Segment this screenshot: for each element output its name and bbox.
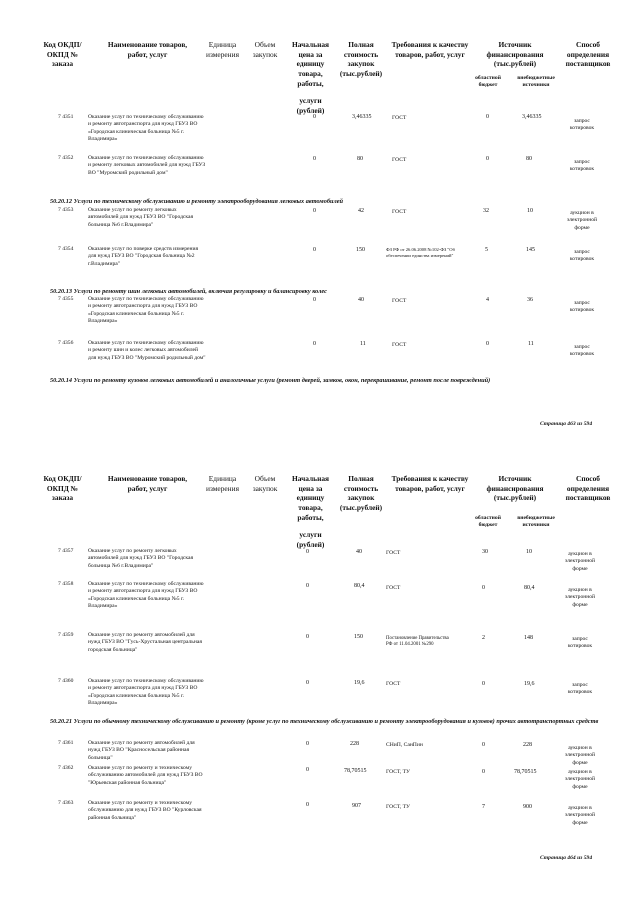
header-code: Код ОКДП/ ОКПД № заказа [43, 474, 82, 503]
order-extra: 900 [523, 804, 532, 810]
order-regional: 0 [486, 341, 489, 347]
order-price: 0 [313, 341, 316, 347]
order-name: Оказание услуг по техническому обслуживанию и ремонту автотранспорта для нужд ГБУЗ ВО «Городская клиническая больница №5 г. Владимира» [88, 114, 204, 142]
order-code: 7 4355 [58, 296, 74, 302]
order-method: аукцион в электронной форме [566, 210, 598, 231]
order-extra: 80 [526, 156, 532, 162]
header-fin-extra: внебюджетные источники [517, 515, 555, 528]
order-extra: 78,70515 [514, 769, 537, 775]
order-name: Оказание услуг по ремонту автомобилей для нужд ГБУЗ ВО "Красносельская районная больница" [88, 740, 195, 761]
order-extra: 148 [524, 635, 533, 641]
order-method: аукцион в электронной форме [564, 587, 596, 608]
section-heading: 50.20.21 Услуги по обычному техническому обслуживанию и ремонту (кроме услуг по техническому обслуживанию и ремонту электрооборудования и кузовов) прочих автотранспортных средств [50, 718, 599, 725]
order-regional: 7 [482, 804, 485, 810]
order-total: 19,6 [354, 680, 365, 686]
order-extra: 145 [526, 247, 535, 253]
header-unit: Единица измерения [205, 40, 239, 59]
order-total: 40 [356, 549, 362, 555]
order-name: Оказание услуг по техническому обслуживанию и ремонту шин и колес легковых автомобилей для нужд ГБУЗ ВО "Муромский родильный дом" [88, 340, 206, 361]
order-name: Оказание услуг по техническому обслуживанию и ремонту автотранспорта для нужд ГБУЗ ВО «Городская клиническая больница №5 г. Владимира» [88, 296, 204, 324]
order-regional: 2 [482, 635, 485, 641]
header-fin: Источник финансирования (тыс.рублей) [486, 474, 544, 503]
order-method: аукцион в электронной форме [564, 745, 596, 766]
order-regional: 0 [482, 769, 485, 775]
order-method: запрос котировок [569, 159, 595, 173]
order-method: аукцион в электронной форме [564, 769, 596, 790]
order-code: 7 4354 [58, 246, 74, 252]
order-req: ГОСТ [386, 550, 401, 556]
order-method: запрос котировок [569, 249, 595, 263]
order-req: ГОСТ [392, 298, 407, 304]
order-extra: 11 [528, 341, 534, 347]
order-code: 7 4358 [58, 581, 74, 587]
order-total: 150 [354, 634, 363, 640]
order-price: 0 [306, 767, 309, 773]
order-code: 7 4361 [58, 740, 74, 746]
order-total: 42 [358, 208, 364, 214]
header-name: Наименование товаров, работ, услуг [107, 40, 188, 59]
header-fin: Источник финансирования (тыс.рублей) [486, 40, 544, 69]
order-code: 7 4352 [58, 155, 74, 161]
order-name: Оказание услуг по техническому обслуживанию и ремонту легковых автомобилей для нужд ГБУЗ ВО "Муромский родильный дом" [88, 155, 206, 176]
section-heading: 50.20.12 Услуги по техническому обслуживанию и ремонту электрооборудования легковых автомобилей [50, 198, 344, 205]
order-req: СНиП, СанПин [386, 742, 423, 748]
order-req: Постановление Правительства РФ от 11.04.2001 №290 [386, 636, 449, 648]
order-code: 7 4351 [58, 114, 74, 120]
order-total: 40 [358, 297, 364, 303]
order-regional: 5 [485, 247, 488, 253]
order-name: Оказание услуг по ремонту легковых автомобилей для нужд ГБУЗ ВО "Городская больница №6 г.Владимира" [88, 548, 194, 569]
order-total: 78,70515 [344, 768, 367, 774]
order-total: 11 [360, 341, 366, 347]
order-total: 80,4 [354, 583, 365, 589]
order-method: аукцион в электронной форме [564, 805, 596, 826]
order-req: ГОСТ [392, 157, 407, 163]
order-regional: 32 [483, 208, 489, 214]
order-regional: 0 [486, 114, 489, 120]
order-regional: 0 [486, 156, 489, 162]
order-regional: 0 [482, 585, 485, 591]
header-method: Способ определения поставщиков [565, 474, 611, 503]
order-price: 0 [306, 741, 309, 747]
order-regional: 30 [482, 549, 488, 555]
order-extra: 3,46335 [522, 114, 542, 120]
header-price: Начальная цена за единицу товара, работы, [291, 40, 330, 88]
order-extra: 80,4 [524, 585, 535, 591]
order-regional: 4 [486, 297, 489, 303]
order-code: 7 4353 [58, 207, 74, 213]
order-method: запрос котировок [567, 682, 593, 696]
order-req: ГОСТ [392, 115, 407, 121]
order-extra: 19,6 [524, 681, 535, 687]
page-footer: Страница 463 из 594 [540, 421, 593, 427]
header-fin-extra: внебюджетные источники [517, 75, 555, 88]
page-footer: Страница 464 из 594 [540, 855, 593, 861]
order-method: запрос котировок [569, 344, 595, 358]
order-total: 907 [352, 803, 361, 809]
header-fin-regional: областной бюджет [475, 515, 501, 528]
order-price: 0 [306, 583, 309, 589]
order-code: 7 4357 [58, 548, 74, 554]
order-price: 0 [306, 802, 309, 808]
order-price: 0 [306, 549, 309, 555]
header-name: Наименование товаров, работ, услуг [107, 474, 188, 493]
order-method: запрос котировок [569, 300, 595, 314]
order-name: Оказание услуг по ремонту легковых автомобилей для нужд ГБУЗ ВО "Городская больница №6 г.Владимира" [88, 207, 194, 228]
order-price: 0 [313, 208, 316, 214]
order-code: 7 4360 [58, 678, 74, 684]
order-code: 7 4363 [58, 800, 74, 806]
order-total: 150 [356, 247, 365, 253]
order-method: запрос котировок [569, 118, 595, 132]
order-extra: 10 [526, 549, 532, 555]
order-req: ГОСТ [392, 342, 407, 348]
order-price: 0 [306, 680, 309, 686]
order-code: 7 4359 [58, 632, 74, 638]
order-req: ГОСТ [392, 209, 407, 215]
header-price: Начальная цена за единицу товара, работы, [291, 474, 330, 522]
order-extra: 36 [527, 297, 533, 303]
order-req: ГОСТ, ТУ [386, 769, 410, 775]
header-req: Требования к качеству товаров, работ, услуг [391, 474, 469, 493]
order-name: Оказание услуг по техническому обслуживанию и ремонту автотранспорта для нужд ГБУЗ ВО «Городская клиническая больница №5 г. Владимира» [88, 678, 204, 706]
order-code: 7 4362 [58, 765, 74, 771]
order-extra: 228 [523, 742, 532, 748]
header-method: Способ определения поставщиков [565, 40, 611, 69]
header-unit: Единица измерения [205, 474, 239, 493]
order-method: аукцион в электронной форме [564, 551, 596, 572]
order-regional: 0 [482, 742, 485, 748]
order-price: 0 [313, 114, 316, 120]
header-code: Код ОКДП/ ОКПД № заказа [43, 40, 82, 69]
order-price: 0 [313, 156, 316, 162]
section-heading: 50.20.13 Услуги по ремонту шин легковых автомобилей, включая регулировку и балансировку колес [50, 288, 327, 295]
header-req: Требования к качеству товаров, работ, услуг [391, 40, 469, 59]
header-volume: Объем закупок [252, 40, 278, 59]
order-name: Оказание услуг по поверке средств измерения для нужд ГБУЗ ВО "Городская больница №2 г.Владимира" [88, 246, 199, 267]
order-total: 3,46335 [352, 114, 372, 120]
order-total: 228 [350, 741, 359, 747]
header-fin-regional: областной бюджет [475, 75, 501, 88]
order-name: Оказание услуг по техническому обслуживанию и ремонту автотранспорта для нужд ГБУЗ ВО «Городская клиническая больница №5 г. Владимира» [88, 581, 204, 609]
order-code: 7 4356 [58, 340, 74, 346]
order-req: ГОСТ, ТУ [386, 804, 410, 810]
order-method: запрос котировок [567, 636, 593, 650]
order-req: ГОСТ [386, 585, 401, 591]
order-total: 80 [357, 156, 363, 162]
section-heading: 50.20.14 Услуги по ремонту кузовов легковых автомобилей и аналогичные услуги (ремонт дверей, замков, окон, перекрашивание, ремонт после повреждений) [50, 377, 491, 384]
order-req: ФЗ РФ от 26.06.2008 №102-ФЗ "Об обеспечении единства измерений" [386, 247, 455, 258]
header-price-sub: услуги (рублей) [296, 96, 325, 115]
order-name: Оказание услуг по ремонту и техническому обслуживанию автомобилей для нужд ГБУЗ ВО "Юрьевская районная больница" [88, 765, 203, 786]
order-regional: 0 [482, 681, 485, 687]
order-price: 0 [306, 634, 309, 640]
header-total: Полная стоимость закупок (тыс.рублей) [339, 40, 383, 78]
header-total: Полная стоимость закупок (тыс.рублей) [339, 474, 383, 512]
header-volume: Объем закупок [252, 474, 278, 493]
order-name: Оказание услуг по ремонту и техническому обслуживанию для нужд ГБУЗ ВО "Курловская районная больница" [88, 800, 202, 821]
order-name: Оказание услуг по ремонту автомобилей для нужд ГБУЗ ВО "Гусь-Хрустальная центральная городская больница" [88, 632, 202, 653]
order-price: 0 [313, 297, 316, 303]
header-price-sub: услуги (рублей) [296, 530, 325, 549]
order-req: ГОСТ [386, 681, 401, 687]
order-extra: 10 [527, 208, 533, 214]
order-price: 0 [313, 247, 316, 253]
